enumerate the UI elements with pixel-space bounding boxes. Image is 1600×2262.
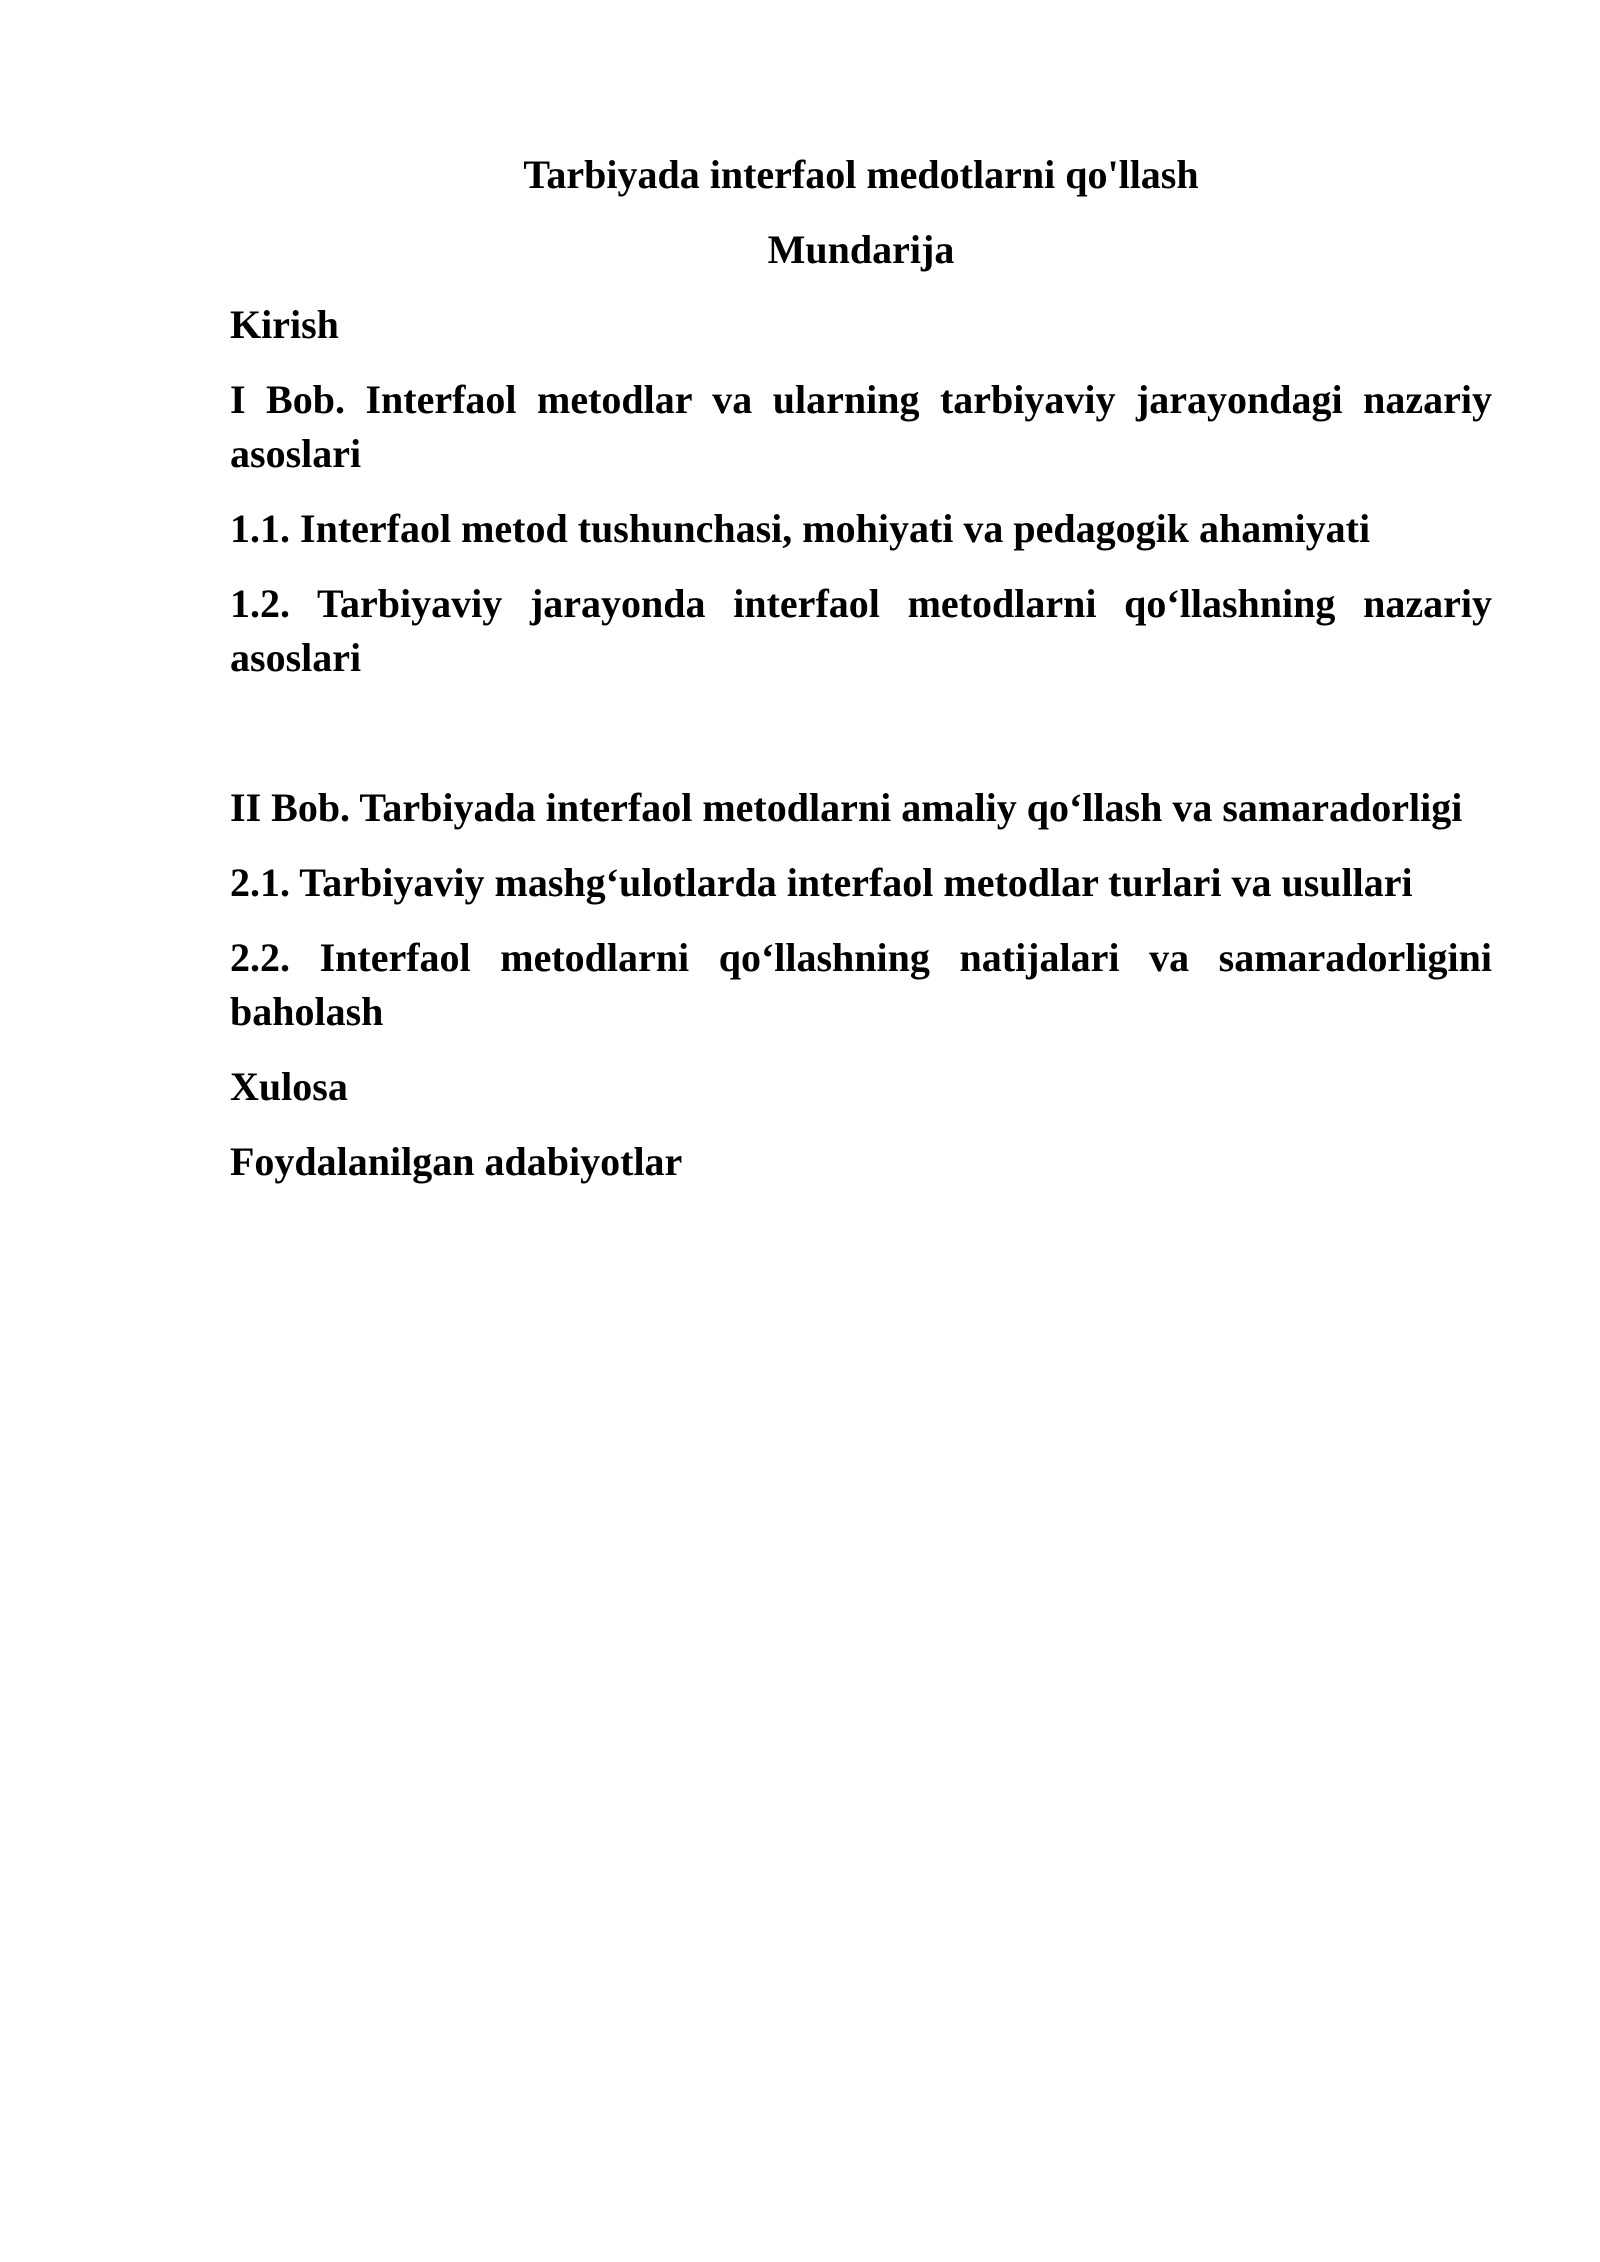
toc-item-section-2-1: 2.1. Tarbiyaviy mashg‘ulotlarda interfaol metodlar turlari va usullari	[230, 860, 1413, 905]
table-of-contents	[230, 298, 1492, 1189]
toc-item-chapter-2: II Bob. Tarbiyada interfaol metodlarni amaliy qo‘llash va samaradorligi	[230, 785, 1463, 830]
page-content	[230, 148, 1492, 1189]
toc-item-kirish: Kirish	[230, 302, 339, 347]
toc-item-chapter-1: I Bob. Interfaol metodlar va ularning tarbiyaviy jarayondagi nazariy asoslari	[230, 377, 1492, 476]
document-title: Tarbiyada interfaol medotlarni qo'llash	[523, 152, 1199, 197]
toc-item-section-1-2: 1.2. Tarbiyaviy jarayonda interfaol metodlarni qo‘llashning nazariy asoslari	[230, 581, 1492, 680]
toc-item-xulosa: Xulosa	[230, 1064, 348, 1109]
toc-heading: Mundarija	[767, 227, 955, 272]
toc-item-references: Foydalanilgan adabiyotlar	[230, 1139, 683, 1184]
toc-item-section-1-1: 1.1. Interfaol metod tushunchasi, mohiyati va pedagogik ahamiyati	[230, 506, 1371, 551]
toc-item-section-2-2: 2.2. Interfaol metodlarni qo‘llashning natijalari va samaradorligini baholash	[230, 935, 1492, 1034]
